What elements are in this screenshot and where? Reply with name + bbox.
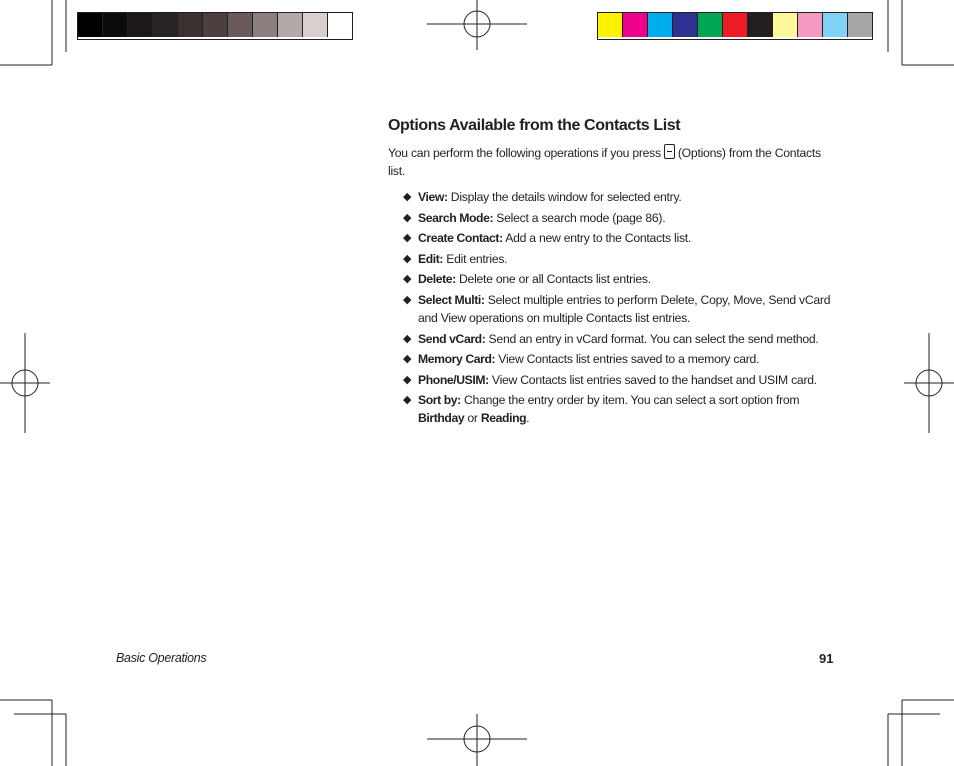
options-list	[388, 188, 838, 427]
option-term: Search Mode:	[418, 210, 494, 225]
intro-paragraph	[388, 144, 838, 180]
list-item	[388, 270, 838, 288]
sort-option-reading: Reading	[480, 411, 527, 426]
footer-section-name: Basic Operations	[116, 651, 207, 665]
diamond-bullet-icon: ◆	[403, 191, 412, 203]
list-item	[388, 250, 838, 268]
option-description: Add a new entry to the Contacts list.	[505, 231, 692, 246]
option-description: Send an entry in vCard format. You can select the send method.	[488, 331, 819, 346]
option-description: View Contacts list entries saved to the handset and USIM card.	[491, 372, 817, 387]
color-swatch	[153, 13, 178, 37]
manual-page-content	[388, 116, 838, 430]
color-swatch	[78, 13, 103, 37]
color-swatch	[798, 13, 823, 37]
intro-text-before: You can perform the following operations if you press	[388, 146, 661, 160]
color-swatch	[648, 13, 673, 37]
color-swatch	[303, 13, 328, 37]
color-swatch	[698, 13, 723, 37]
list-item	[388, 330, 838, 348]
color-swatch	[103, 13, 128, 37]
option-description: Display the details window for selected entry.	[450, 190, 682, 204]
intro-text-after: (Options) from the Contacts list.	[388, 146, 821, 178]
option-term: Memory Card:	[418, 352, 496, 367]
sentence-end: .	[526, 411, 530, 426]
color-swatch	[673, 13, 698, 37]
option-description: Edit entries.	[446, 251, 508, 266]
color-swatch	[328, 13, 352, 37]
list-item	[388, 188, 838, 206]
option-term: Delete:	[418, 272, 456, 287]
option-term: View:	[418, 190, 448, 204]
option-term: Select Multi:	[418, 292, 485, 307]
list-item	[388, 371, 838, 389]
diamond-bullet-icon: ◆	[403, 252, 412, 265]
conjunction-text: or	[467, 411, 478, 426]
color-swatch	[178, 13, 203, 37]
color-swatch	[203, 13, 228, 37]
diamond-bullet-icon: ◆	[403, 332, 412, 345]
option-description: Delete one or all Contacts list entries.	[458, 272, 651, 287]
list-item	[388, 291, 838, 327]
color-swatch	[128, 13, 153, 37]
list-item	[388, 229, 838, 247]
color-swatch	[823, 13, 848, 37]
list-item	[388, 391, 838, 427]
option-term: Edit:	[418, 251, 444, 266]
color-swatch	[773, 13, 798, 37]
option-description: Change the entry order by item. You can select a sort option from	[463, 393, 800, 408]
section-heading: Options Available from the Contacts List	[388, 117, 681, 134]
grayscale-color-bar	[77, 12, 353, 40]
diamond-bullet-icon: ◆	[403, 293, 412, 306]
color-swatch	[848, 13, 872, 37]
option-term: Sort by:	[418, 393, 461, 408]
page-number: 91	[819, 651, 834, 666]
option-description: View Contacts list entries saved to a memory card.	[498, 352, 760, 367]
option-description: Select multiple entries to perform Delete, Copy, Move, Send vCard and View operations on multiple Contacts list entries.	[418, 292, 831, 325]
option-description: Select a search mode (page 86).	[496, 210, 666, 225]
color-swatch	[228, 13, 253, 37]
diamond-bullet-icon: ◆	[403, 394, 412, 407]
diamond-bullet-icon: ◆	[403, 211, 412, 224]
diamond-bullet-icon: ◆	[403, 353, 412, 366]
color-swatch	[723, 13, 748, 37]
diamond-bullet-icon: ◆	[403, 232, 412, 245]
diamond-bullet-icon: ◆	[403, 273, 412, 286]
soft-key-icon	[664, 144, 675, 159]
diamond-bullet-icon: ◆	[403, 373, 412, 386]
list-item	[388, 350, 838, 368]
color-swatch	[278, 13, 303, 37]
process-color-bar	[597, 12, 873, 40]
list-item	[388, 209, 838, 227]
option-term: Send vCard:	[418, 331, 486, 346]
color-swatch	[623, 13, 648, 37]
option-term: Phone/USIM:	[418, 372, 489, 387]
sort-option-birthday: Birthday	[418, 411, 465, 426]
option-term: Create Contact:	[418, 231, 503, 246]
color-swatch	[748, 13, 773, 37]
color-swatch	[598, 13, 623, 37]
color-swatch	[253, 13, 278, 37]
